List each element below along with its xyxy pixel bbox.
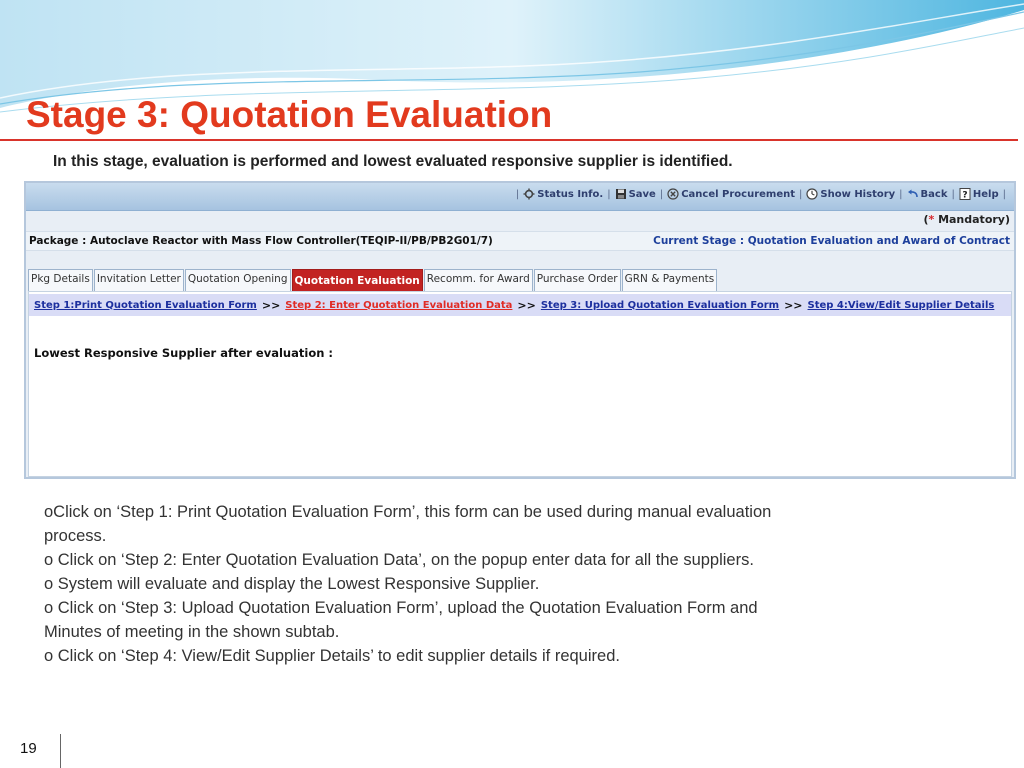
note-line: o System will evaluate and display the Lowest Responsive Supplier.: [44, 575, 540, 593]
stage-tabs: [28, 269, 718, 291]
current-stage-label: Current Stage : Quotation Evaluation and Award of Contract: [653, 235, 1010, 247]
page-number: 19: [20, 740, 37, 757]
svg-text:?: ?: [962, 190, 968, 200]
help-icon: [959, 188, 971, 200]
tab-quotation-evaluation[interactable]: Quotation Evaluation: [292, 269, 423, 291]
note-line: o Click on ‘Step 2: Enter Quotation Evaluation Data’, on the popup enter data for all the suppliers.: [44, 551, 754, 569]
toolbar-separator: |: [799, 188, 803, 200]
tab-purchase-order[interactable]: Purchase Order: [534, 269, 621, 291]
back-arrow-icon: [907, 188, 919, 200]
step-separator: >>: [517, 298, 536, 312]
save-button[interactable]: [615, 188, 656, 200]
tab-recomm-for-award[interactable]: Recomm. for Award: [424, 269, 533, 291]
toolbar-separator: |: [1002, 188, 1006, 200]
note-line: process.: [44, 527, 107, 545]
package-label: Package : Autoclave Reactor with Mass Flow Controller(TEQIP-II/PB/PB2G01/7): [29, 235, 493, 247]
page-number-divider: [60, 734, 61, 768]
step-2-link[interactable]: Step 2: Enter Quotation Evaluation Data: [285, 299, 513, 311]
tab-invitation-letter[interactable]: Invitation Letter: [94, 269, 184, 291]
mandatory-open: (: [923, 213, 929, 226]
clock-icon: [806, 188, 818, 200]
mandatory-note: [923, 213, 1010, 226]
step-separator: >>: [261, 298, 281, 312]
toolbar-separator: |: [515, 188, 520, 200]
mandatory-text: Mandatory): [934, 213, 1010, 226]
save-label: Save: [628, 188, 656, 200]
title-divider: [0, 139, 1018, 141]
help-button[interactable]: [959, 188, 999, 200]
toolbar-separator: |: [951, 188, 955, 200]
tab-content-panel: [28, 291, 1012, 477]
cancel-procurement-label: Cancel Procurement: [681, 188, 796, 200]
note-line: o Click on ‘Step 4: View/Edit Supplier Details’ to edit supplier details if required.: [44, 647, 620, 665]
package-info-bar: [26, 231, 1014, 251]
instruction-notes: [44, 500, 944, 668]
slide-title: Stage 3: Quotation Evaluation: [26, 94, 553, 135]
steps-bar: [29, 294, 1011, 316]
cancel-procurement-button[interactable]: [667, 188, 795, 200]
note-line: oClick on ‘Step 1: Print Quotation Evaluation Form’, this form can be used during manual evaluation: [44, 503, 772, 521]
note-line: o Click on ‘Step 3: Upload Quotation Evaluation Form’, upload the Quotation Evaluation Form and: [44, 599, 758, 617]
step-1-link[interactable]: Step 1:Print Quotation Evaluation Form: [34, 299, 257, 311]
step-separator: >>: [784, 298, 803, 312]
step-3-link[interactable]: Step 3: Upload Quotation Evaluation Form: [540, 299, 780, 311]
note-line: Minutes of meeting in the shown subtab.: [44, 623, 340, 641]
mandatory-star: *: [928, 213, 935, 226]
gear-icon: [523, 188, 535, 200]
tab-grn-payments[interactable]: GRN & Payments: [622, 269, 718, 291]
help-label: Help: [972, 188, 999, 200]
status-info-button[interactable]: [523, 188, 603, 200]
slide-subtitle: In this stage, evaluation is performed and lowest evaluated responsive supplier is identified.: [53, 153, 733, 170]
toolbar-separator: |: [607, 188, 611, 200]
floppy-disk-icon: [615, 188, 627, 200]
toolbar-separator: |: [899, 188, 903, 200]
lowest-supplier-label: Lowest Responsive Supplier after evaluation :: [34, 346, 334, 360]
cancel-circle-icon: [667, 188, 679, 200]
show-history-label: Show History: [820, 188, 896, 200]
back-button[interactable]: [907, 188, 948, 200]
status-info-label: Status Info.: [537, 188, 604, 200]
app-window: [24, 181, 1016, 479]
tab-quotation-opening[interactable]: Quotation Opening: [185, 269, 291, 291]
show-history-button[interactable]: [806, 188, 895, 200]
toolbar-separator: |: [659, 188, 664, 200]
tab-pkg-details[interactable]: Pkg Details: [28, 269, 93, 291]
back-label: Back: [920, 188, 948, 200]
app-toolbar: [26, 183, 1014, 211]
step-4-link[interactable]: Step 4:View/Edit Supplier Details: [807, 299, 995, 311]
